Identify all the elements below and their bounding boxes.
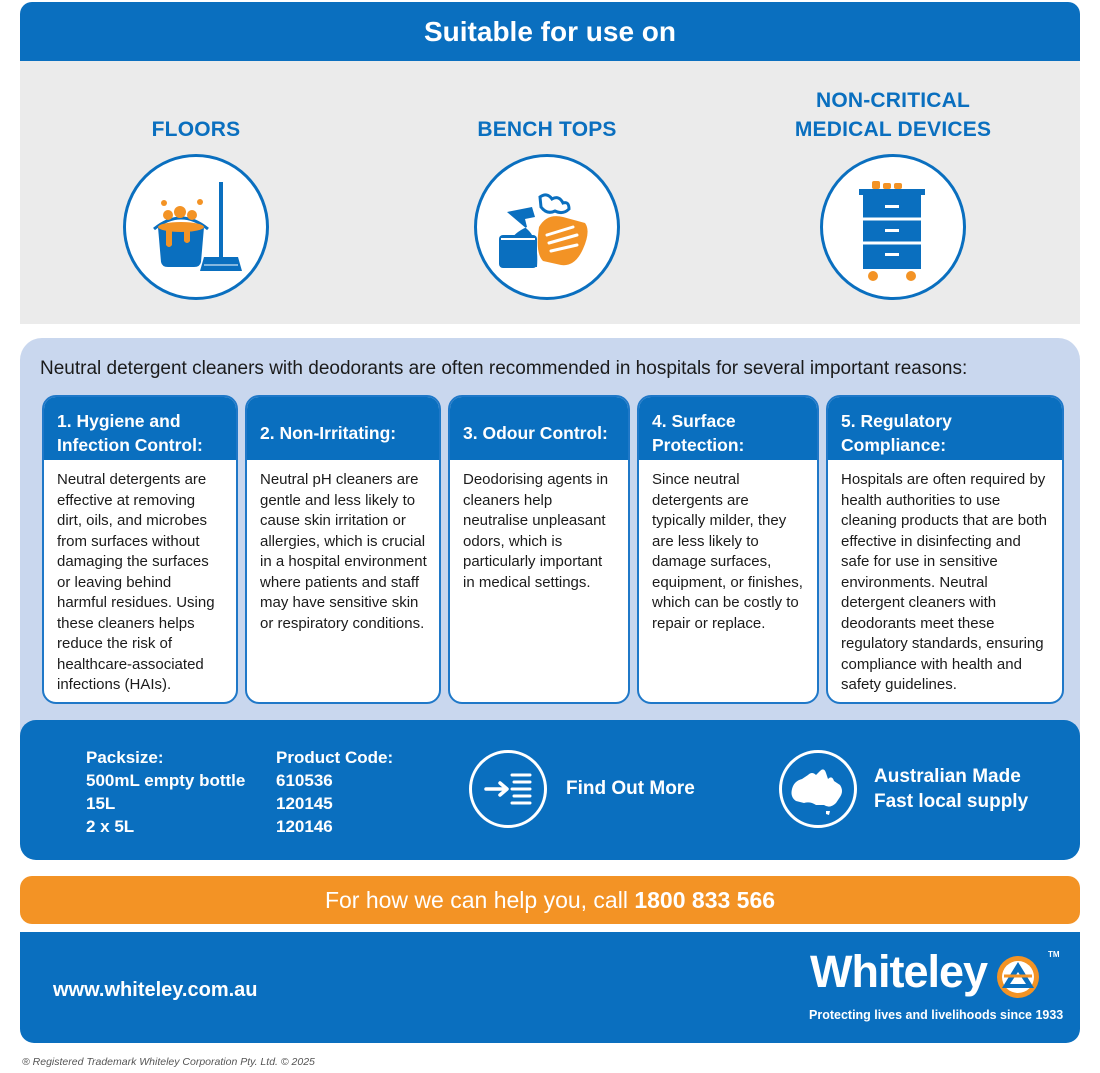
reason-card-body: Since neutral detergents are typically milder, they are less likely to damage surfaces, equipment, or finishes, which can be costly to repair or replace.	[652, 471, 803, 632]
find-out-more-icon[interactable]	[469, 750, 547, 828]
use-title-bench-tops: BENCH TOPS	[477, 118, 617, 141]
usage-panel	[20, 61, 1080, 324]
reason-card-title: 5. Regulatory Compliance:	[828, 397, 1062, 460]
medical-cart-icon	[820, 154, 966, 300]
reason-card-body: Neutral detergents are effective at removing dirt, oils, and microbes from surfaces without damaging the surfaces or leaving behind harmful residues. Using these cleaners helps reduce the risk of healthcare-associated infections (HAIs).	[57, 471, 215, 693]
reason-card-body: Hospitals are often required by health authorities to use cleaning products that are both effective in disinfecting and safe for use in sensitive environments. Neutral detergent cleaners with deodorants meet these regulatory standards, ensuring compliance with health and safety guidelines.	[841, 471, 1047, 693]
trademark-mark: TM	[1048, 950, 1060, 959]
product-code-label: Product Code:	[276, 748, 394, 767]
australia-map-icon	[779, 750, 857, 828]
packsize-value: 15L	[86, 794, 116, 813]
phone-number[interactable]: 1800 833 566	[634, 887, 776, 913]
reason-card-title: 3. Odour Control:	[450, 397, 628, 460]
product-code-value: 120146	[276, 817, 333, 836]
packsize-value: 2 x 5L	[86, 817, 135, 836]
whiteley-logo-icon	[988, 952, 1048, 1007]
bucket-broom-icon	[123, 154, 269, 300]
packsize-value: 500mL empty bottle	[86, 771, 246, 790]
reason-card-body: Deodorising agents in cleaners help neutralise unpleasant odors, which is particularly important in medical settings.	[463, 471, 609, 591]
reason-card-title: 2. Non-Irritating:	[247, 397, 439, 460]
reason-card-title: 1. Hygiene and Infection Control:	[44, 397, 236, 460]
use-title-medical-line2: MEDICAL DEVICES	[794, 118, 992, 141]
use-title-medical-line1: NON-CRITICAL	[815, 89, 971, 112]
use-title-floors: FLOORS	[151, 118, 241, 141]
australian-made-line2: Fast local supply	[874, 791, 1029, 812]
packsize-label: Packsize:	[86, 748, 164, 767]
use-medical-devices	[763, 61, 1023, 324]
find-out-more-link[interactable]: Find Out More	[566, 778, 695, 799]
australian-made-line1: Australian Made	[874, 766, 1021, 787]
brand-name: Whiteley	[810, 946, 988, 997]
reason-card-body: Neutral pH cleaners are gentle and less likely to cause skin irritation or allergies, which is crucial in a hospital environment where patients and staff may have sensitive skin or respiratory conditions.	[260, 471, 427, 632]
use-bench-tops	[417, 61, 677, 324]
product-code-column	[276, 746, 393, 838]
spray-bottle-hand-icon	[474, 154, 620, 300]
reason-card-regulatory	[826, 395, 1064, 704]
call-banner	[20, 876, 1080, 924]
product-info-panel	[20, 720, 1080, 860]
use-floors	[66, 61, 326, 324]
product-code-value: 610536	[276, 771, 333, 790]
reasons-panel	[20, 338, 1080, 738]
reasons-intro: Neutral detergent cleaners with deodorants are often recommended in hospitals for several important reasons:	[40, 358, 968, 379]
website-link[interactable]: www.whiteley.com.au	[53, 979, 258, 1001]
reason-card-surface	[637, 395, 819, 704]
reason-card-odour	[448, 395, 630, 704]
footer	[20, 932, 1080, 1043]
section-title: Suitable for use on	[20, 2, 1080, 61]
tagline: Protecting lives and livelihoods since 1933	[809, 1008, 1064, 1022]
reason-card-non-irritating	[245, 395, 441, 704]
packsize-column	[86, 746, 245, 838]
copyright-notice: ® Registered Trademark Whiteley Corporation Pty. Ltd. © 2025	[22, 1056, 315, 1068]
call-prefix: For how we can help you, call	[324, 887, 635, 913]
reason-card-title: 4. Surface Protection:	[639, 397, 817, 460]
reason-card-hygiene	[42, 395, 238, 704]
product-code-value: 120145	[276, 794, 333, 813]
